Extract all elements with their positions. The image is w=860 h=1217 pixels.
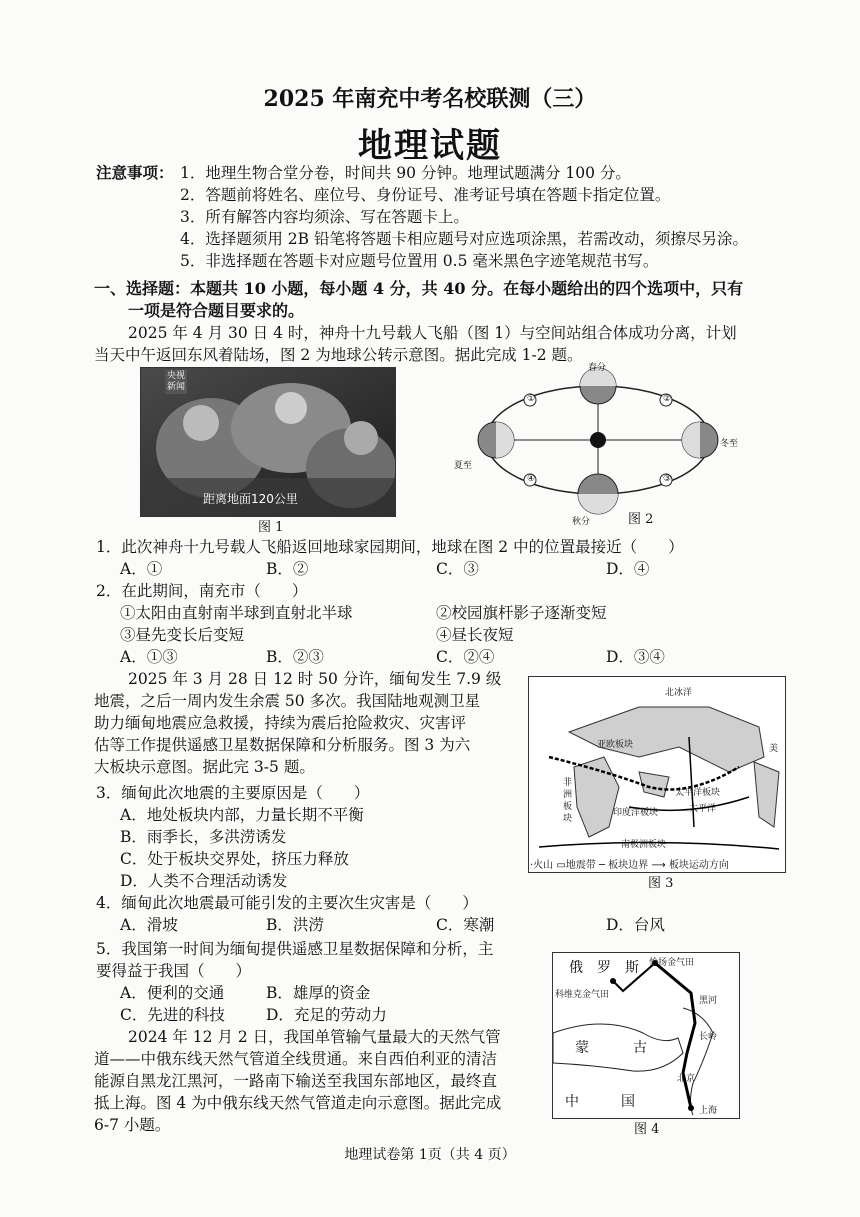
note-item: 1．地理生物合堂分卷，时间共 90 分钟。地理试题满分 100 分。	[180, 164, 631, 182]
passage-line: 估等工作提供遥感卫星数据保障和分析服务。图 3 为六	[94, 736, 471, 754]
passage-line: 6-7 小题。	[94, 1116, 171, 1134]
passage-line: 2025 年 3 月 28 日 12 时 50 分许，缅甸发生 7.9 级	[128, 670, 502, 688]
q4-option-b: B．洪涝	[266, 916, 324, 934]
label-mongolia-2: 古	[633, 1040, 647, 1056]
q2-statement-4: ④昼长夜短	[436, 626, 514, 644]
figure1-caption: 图 1	[258, 520, 284, 535]
label-spring: 春分	[588, 363, 607, 373]
label-africa-3: 板	[563, 802, 573, 812]
note-item: 2．答题前将姓名、座位号、身份证号、准考证号填在答题卡指定位置。	[180, 186, 671, 204]
q3-option-c: C．处于板块交界处，挤压力释放	[120, 850, 349, 868]
section-heading-cont: 一项是符合题目要求的。	[128, 301, 305, 320]
label-summer: 夏至	[454, 461, 473, 471]
q2-option-c: C．②④	[436, 648, 495, 666]
question-1: 1．此次神舟十九号载人飞船返回地球家园期间，地球在图 2 中的位置最接近（ ）	[96, 538, 684, 556]
label-eurasia-plate: 亚欧板块	[597, 740, 634, 750]
q4-option-a: A．滑坡	[120, 916, 178, 934]
figure3-legend: ·火山 ▭地震带 ─ 板块边界 ⟶ 板块运动方向	[530, 860, 729, 871]
passage-line: 助力缅甸地震应急救援，持续为震后抢险救灾、灾害评	[94, 714, 467, 732]
notes-label: 注意事项：	[96, 163, 174, 182]
note-item: 5．非选择题在答题卡对应题号位置用 0.5 毫米黑色字迹笔规范书写。	[180, 252, 659, 270]
q2-option-b: B．②③	[266, 648, 324, 666]
tv-logo: 央视 新闻	[167, 371, 186, 392]
q3-option-d: D．人类不合理活动诱发	[120, 872, 288, 890]
label-field-1: 恰扬金气田	[649, 958, 695, 968]
note-item: 4．选择题须用 2B 铅笔将答题卡相应题号对应选项涂黑，若需改动，须擦尽另涂。	[180, 230, 748, 248]
marker-4: ④	[527, 474, 536, 484]
figure1-photo	[140, 367, 396, 517]
figure3-caption: 图 3	[648, 876, 674, 891]
passage-line: 2024 年 12 月 2 日，我国单管输气量最大的天然气管	[128, 1028, 501, 1046]
label-america: 美	[769, 744, 779, 754]
note-item: 3．所有解答内容均须涂、写在答题卡上。	[180, 208, 469, 226]
figure4-caption: 图 4	[634, 1122, 660, 1137]
figure4-map	[552, 952, 740, 1119]
question-4: 4．缅甸此次地震最可能引发的主要次生灾害是（ ）	[96, 894, 478, 912]
marker-2: ②	[663, 394, 672, 404]
q1-option-d: D．④	[606, 560, 650, 578]
passage-line: 抵上海。图 4 为中俄东线天然气管道走向示意图。据此完成	[94, 1094, 502, 1112]
q2-statement-1: ①太阳由直射南半球到直射北半球	[120, 604, 353, 622]
passage-line: 2025 年 4 月 30 日 4 时，神舟十九号载人飞船（图 1）与空间站组合体成功分离，计划	[128, 324, 737, 342]
q5-option-c: C．先进的科技	[120, 1006, 225, 1024]
figure2-diagram	[448, 362, 738, 530]
question-5: 5．我国第一时间为缅甸提供遥感卫星数据保障和分析，主	[96, 940, 494, 958]
q5-option-d: D．充足的劳动力	[266, 1006, 387, 1024]
q1-option-b: B．②	[266, 560, 309, 578]
q4-option-d: D．台风	[606, 916, 665, 934]
label-africa-4: 块	[563, 814, 573, 824]
q4-option-c: C．寒潮	[436, 916, 495, 934]
photo-overlay-text: 距离地面120公里	[203, 492, 298, 506]
label-africa-1: 非	[563, 778, 573, 788]
q3-option-b: B．雨季长，多洪涝诱发	[120, 828, 287, 846]
label-russia: 俄 罗 斯	[569, 960, 639, 976]
earth-orbit-diagram	[448, 362, 738, 530]
question-3: 3．缅甸此次地震的主要原因是（ ）	[96, 784, 370, 802]
passage-line: 能源自黑龙江黑河，一路南下输送至我国东部地区，最终直	[94, 1072, 498, 1090]
marker-1: ①	[527, 394, 536, 404]
label-mongolia-1: 蒙	[575, 1040, 589, 1056]
marker-3: ③	[663, 474, 672, 484]
passage-line: 大板块示意图。据此完 3-5 题。	[94, 758, 315, 776]
q2-option-a: A．①③	[120, 648, 178, 666]
passage-line: 道——中俄东线天然气管道全线贯通。来自西伯利亚的清洁	[94, 1050, 498, 1068]
q2-statement-2: ②校园旗杆影子逐渐变短	[436, 604, 607, 622]
label-changling: 长岭	[699, 1032, 718, 1042]
q1-option-c: C．③	[436, 560, 479, 578]
label-pacific: 太平洋	[689, 804, 717, 814]
label-beijing: 北京	[677, 1074, 696, 1084]
label-china-1: 中	[565, 1094, 579, 1110]
page-footer: 地理试卷第 1页（共 4 页）	[344, 1147, 516, 1163]
label-winter: 冬至	[720, 439, 739, 449]
label-china-2: 国	[621, 1094, 635, 1110]
q2-option-d: D．③④	[606, 648, 665, 666]
label-africa-2: 洲	[563, 790, 573, 800]
question-5-cont: 要得益于我国（ ）	[96, 962, 252, 980]
figure3-map	[528, 676, 786, 873]
label-arctic: 北冰洋	[665, 688, 693, 698]
q3-option-a: A．地处板块内部，力量长期不平衡	[120, 806, 364, 824]
q5-option-a: A．便利的交通	[120, 984, 225, 1002]
q2-statement-3: ③昼先变长后变短	[120, 626, 245, 644]
label-antarctic-plate: 南极洲板块	[621, 840, 667, 850]
passage-line: 当天中午返回东风着陆场，图 2 为地球公转示意图。据此完成 1-2 题。	[94, 346, 583, 364]
label-heihe: 黑河	[699, 996, 718, 1006]
label-field-2: 科维克金气田	[555, 990, 610, 1000]
label-indo-plate: 印度洋板块	[613, 808, 659, 818]
question-2: 2．在此期间，南充市（ ）	[96, 582, 308, 600]
exam-title: 2025 年南充中考名校联测（三）	[263, 86, 597, 112]
q5-option-b: B．雄厚的资金	[266, 984, 371, 1002]
q1-option-a: A．①	[120, 560, 163, 578]
label-pacific-plate: 太平洋板块	[675, 788, 721, 798]
passage-line: 地震，之后一周内发生余震 50 多次。我国陆地观测卫星	[94, 692, 481, 710]
figure2-caption: 图 2	[628, 512, 654, 527]
label-autumn: 秋分	[572, 517, 591, 527]
section-heading: 一、选择题：本题共 10 小题，每小题 4 分，共 40 分。在每小题给出的四个选项中，只有	[94, 279, 744, 298]
exam-subject: 地理试题	[358, 126, 502, 166]
label-shanghai: 上海	[699, 1106, 718, 1116]
